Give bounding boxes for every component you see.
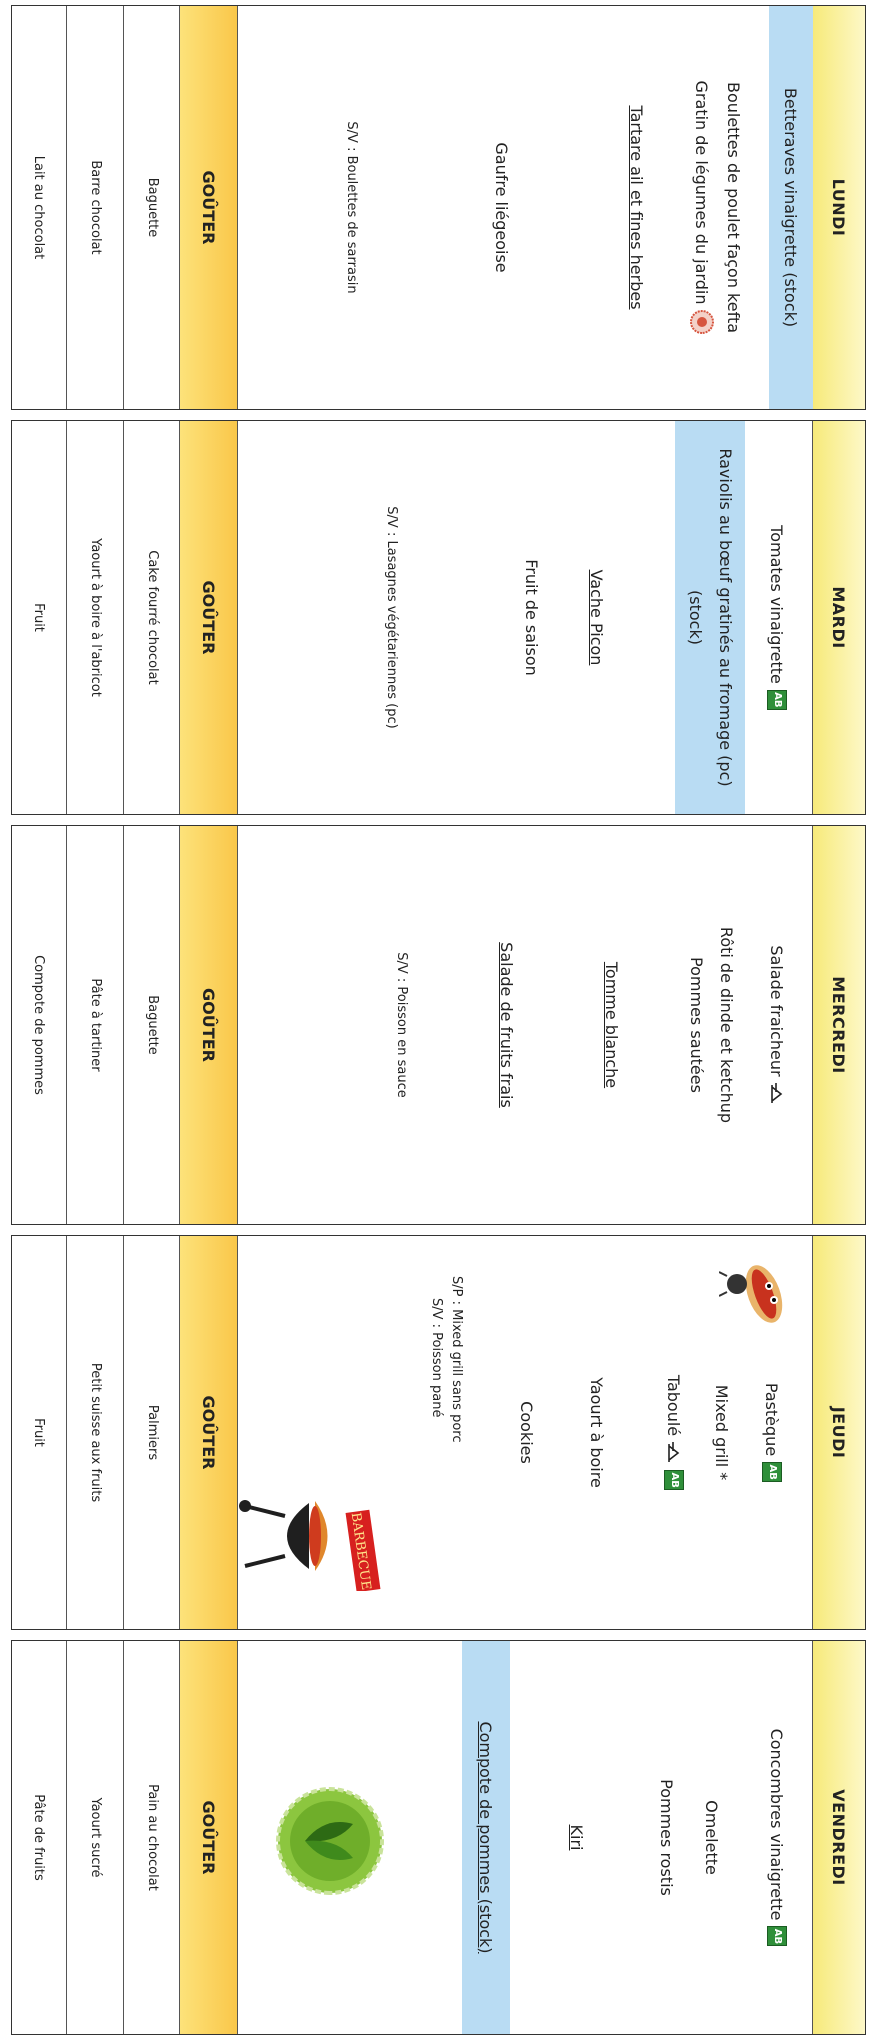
gouter-item: Cake fourré chocolat bbox=[123, 421, 181, 814]
main-dish: Boulettes de poulet façon kefta bbox=[724, 81, 744, 334]
side-dish: Gratin de légumes du jardin bbox=[689, 6, 715, 409]
leaf-badge-icon bbox=[275, 1786, 385, 1896]
day-column-mardi bbox=[11, 420, 866, 815]
organic-ab-icon: AB bbox=[762, 1462, 782, 1482]
day-header: JEUDI bbox=[812, 1236, 865, 1629]
gouter-header: GOÛTER bbox=[179, 1236, 238, 1629]
vegetarian-option: S/V : Poisson en sauce bbox=[394, 952, 410, 1098]
no-pork-option: S/P : Mixed grill sans porc bbox=[449, 1276, 465, 1443]
gouter-item: Pâte à tartiner bbox=[66, 826, 124, 1224]
starter: Salade fraicheur bbox=[764, 826, 790, 1224]
dessert: Salade de fruits frais bbox=[497, 942, 517, 1108]
day-column-lundi bbox=[11, 5, 866, 410]
homemade-tray-icon bbox=[768, 1083, 786, 1105]
day-header: MARDI bbox=[812, 421, 865, 814]
starter: Tomates vinaigrette AB bbox=[764, 421, 790, 814]
day-column-vendredi bbox=[11, 1640, 866, 2035]
stock-highlight bbox=[675, 421, 745, 814]
cheese: Tartare ail et fines herbes bbox=[627, 105, 647, 310]
dessert: Cookies bbox=[517, 1401, 537, 1464]
main-dish: Rôti de dinde et ketchup bbox=[717, 926, 737, 1124]
dessert: Fruit de saison bbox=[522, 559, 542, 676]
gouter-item: Barre chocolat bbox=[66, 6, 124, 409]
organic-ab-icon: AB bbox=[767, 1926, 787, 1946]
gouter-item: Petit suisse aux fruits bbox=[66, 1236, 124, 1629]
day-header: LUNDI bbox=[812, 6, 865, 409]
gouter-item: Compote de pommes bbox=[31, 955, 46, 1095]
starter: Betteraves vinaigrette (stock) bbox=[769, 6, 813, 409]
gouter-item: Yaourt sucré bbox=[66, 1641, 124, 2034]
main-dish: Mixed grill * bbox=[712, 1384, 732, 1481]
gouter-item: Fruit bbox=[31, 1418, 46, 1447]
dairy: Yaourt à boire bbox=[587, 1377, 607, 1488]
starter: Pastèque AB bbox=[759, 1236, 785, 1629]
cheese: Kiri bbox=[567, 1824, 587, 1851]
gouter-header: GOÛTER bbox=[179, 421, 238, 814]
gouter-header: GOÛTER bbox=[179, 6, 238, 409]
garden-label-icon bbox=[690, 310, 714, 334]
main-dish-note: (stock) bbox=[686, 590, 706, 645]
vegetarian-option: S/V : Boulettes de sarrasin bbox=[344, 121, 360, 294]
gouter-item: Palmiers bbox=[123, 1236, 181, 1629]
gouter-item: Lait au chocolat bbox=[31, 155, 46, 260]
main-dish: Raviolis au bœuf gratinés au fromage (pc) bbox=[716, 448, 736, 787]
gouter-header: GOÛTER bbox=[179, 826, 238, 1224]
dessert: Gaufre liégeoise bbox=[492, 142, 512, 273]
gouter-item: Pain au chocolat bbox=[123, 1641, 181, 2034]
day-column-mercredi bbox=[11, 825, 866, 1225]
cheese: Vache Picon bbox=[587, 569, 607, 666]
gouter-item: Baguette bbox=[123, 6, 181, 409]
dessert: Compote de pommes (stock) bbox=[462, 1641, 510, 2034]
gouter-header: GOÛTER bbox=[179, 1641, 238, 2034]
starter: Concombres vinaigrette AB bbox=[764, 1641, 790, 2034]
gouter-item: Pâte de fruits bbox=[31, 1794, 46, 1881]
gouter-item: Yaourt à boire à l'abricot bbox=[66, 421, 124, 814]
organic-ab-icon: AB bbox=[767, 690, 787, 710]
side-dish: Pommes sautées bbox=[687, 957, 707, 1093]
day-column-jeudi bbox=[11, 1235, 866, 1630]
cheese: Tomme blanche bbox=[602, 961, 622, 1089]
vegetarian-option: S/V : Poisson pané bbox=[429, 1298, 445, 1418]
barbecue-grill-icon bbox=[235, 1481, 385, 1591]
gouter-item: Fruit bbox=[31, 603, 46, 632]
gouter-item: Baguette bbox=[123, 826, 181, 1224]
homemade-tray-icon bbox=[665, 1442, 683, 1464]
side-dish: Taboulé AB bbox=[661, 1236, 687, 1629]
day-header: MERCREDI bbox=[812, 826, 865, 1224]
barbecue-banner-text: BARBECUE bbox=[347, 1511, 374, 1591]
side-dish: Pommes rostis bbox=[657, 1779, 677, 1896]
day-header: VENDREDI bbox=[812, 1641, 865, 2034]
main-dish: Omelette bbox=[702, 1800, 722, 1875]
organic-ab-icon: AB bbox=[664, 1470, 684, 1490]
vegetarian-option: S/V : Lasagnes végétariennes (pc) bbox=[384, 506, 400, 729]
